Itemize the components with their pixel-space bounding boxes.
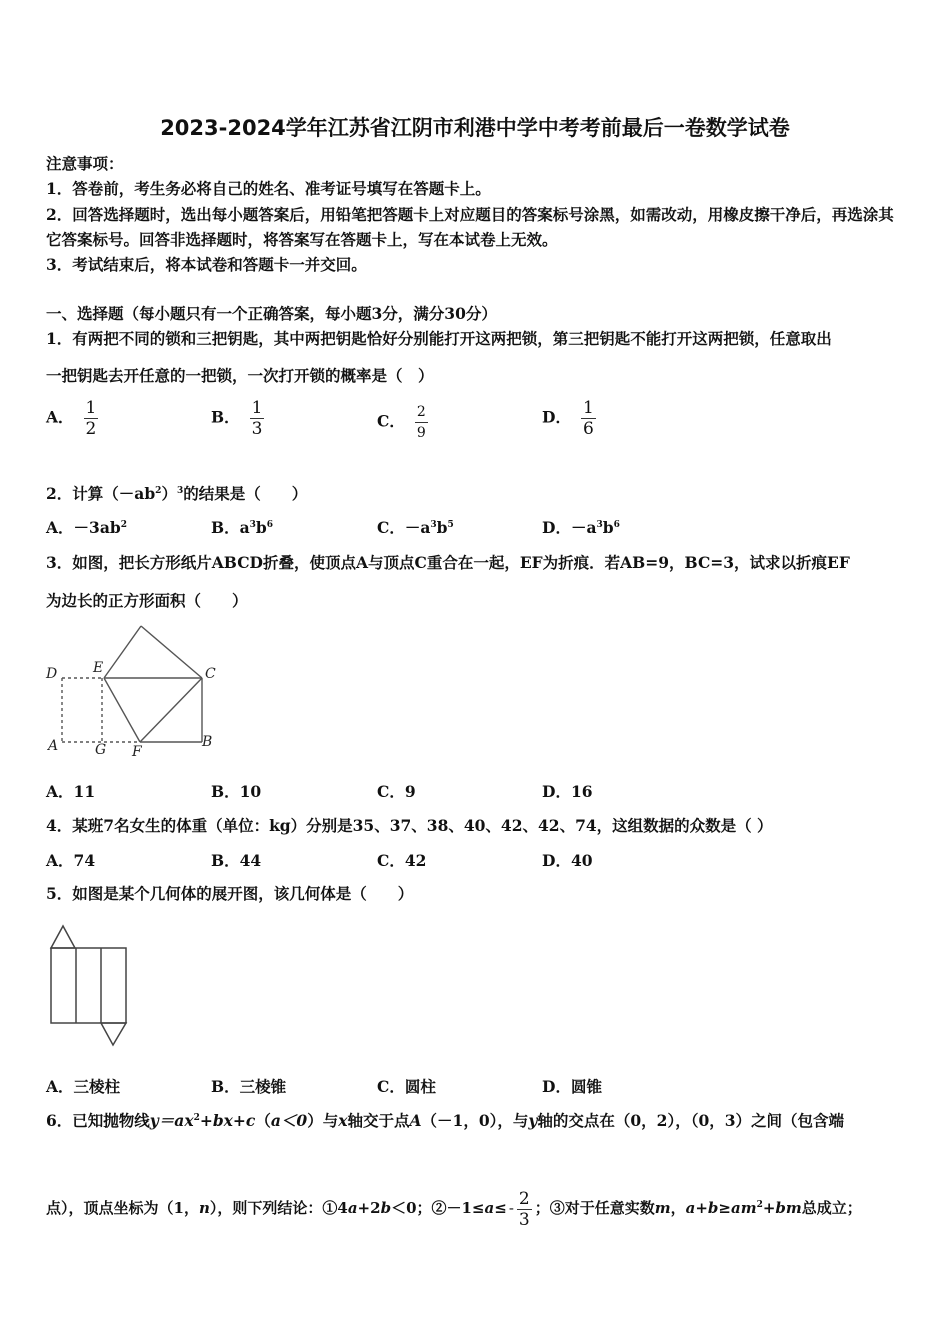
notice-item-2: 2．回答选择题时，选出每小题答案后，用铅笔把答题卡上对应题目的答案标号涂黑，如需改动，用橡皮擦干净后，再选涂其它答案标号。回答非选择题时，将答案写在答题卡上，写在本试卷上无效。 (46, 205, 894, 249)
net-rectangle (51, 948, 126, 1023)
q1-option-c[interactable] (377, 402, 428, 443)
q2-option-c[interactable]: C．$-a^3b^5$ (377, 518, 454, 537)
net-top-triangle (51, 926, 75, 948)
fraction: $\frac{2}{3}$ (518, 1188, 530, 1230)
q5-net-figure (44, 922, 134, 1048)
q5-option-a[interactable]: A．三棱柱 (46, 1077, 121, 1096)
label-d: D (46, 666, 58, 682)
q3-stem-line2: 为边长的正方形面积（ ） (46, 591, 248, 610)
q3-stem-line1: 3．如图，把长方形纸片ABCD折叠，使顶点A与顶点C重合在一起，EF为折痕．若AB=9，BC=3，试求以折痕EF (46, 553, 850, 572)
label-e: E (93, 660, 104, 676)
q3-option-d[interactable]: D．16 (542, 782, 593, 801)
label-b: B (202, 734, 213, 750)
fold-ef (104, 678, 140, 742)
option-label: D． (542, 407, 571, 427)
q1-stem-line1: 1．有两把不同的锁和三把钥匙，其中两把钥匙恰好分别能打开这两把锁，第三把钥匙不能打开这两把锁，任意取出 (46, 329, 832, 348)
q4-stem: 4．某班7名女生的体重（单位：kg）分别是35、37、38、40、42、42、74，这组数据的众数是（ ） (46, 816, 773, 835)
q1-option-d[interactable] (542, 398, 596, 439)
notice-item-3: 3．考试结束后，将本试卷和答题卡一并交回。 (46, 255, 367, 274)
notice-item-1: 1．答卷前，考生务必将自己的姓名、准考证号填写在答题卡上。 (46, 179, 491, 198)
q3-option-c[interactable]: C．9 (377, 782, 416, 801)
label-g: G (95, 742, 107, 758)
fraction: $\frac{1}{3}$ (251, 398, 263, 439)
q6-stem-line2: 点），顶点坐标为（1，n），则下列结论：①4a+2b＜0；②－1≤a≤ - $\frac{2}{3}$ ；③对于任意实数m，$a+b\ge am^2+bm$总成立； (46, 1188, 862, 1230)
fraction: $\frac{1}{2}$ (85, 398, 97, 439)
q1-option-b[interactable] (211, 398, 264, 439)
q4-option-c[interactable]: C．42 (377, 851, 427, 870)
label-f: F (132, 744, 142, 760)
section-heading: 一、选择题（每小题只有一个正确答案，每小题3分，满分30分） (46, 304, 497, 323)
q5-option-c[interactable]: C．圆柱 (377, 1077, 436, 1096)
option-label: A． (46, 407, 74, 427)
q6-stem-line1: 6．已知抛物线$y=ax^2+bx+c(a<0)$与x轴交于点A（－1，0），与y轴的交点在（0，2），（0，3）之间（包含端 (46, 1111, 845, 1130)
edge-fc (140, 678, 202, 742)
q5-option-b[interactable]: B．三棱锥 (211, 1077, 287, 1096)
page-title: 2023-2024学年江苏省江阴市利港中学中考考前最后一卷数学试卷 (160, 116, 790, 140)
q4-option-d[interactable]: D．40 (542, 851, 593, 870)
q3-option-a[interactable]: A．11 (46, 782, 96, 801)
q3-option-b[interactable]: B．10 (211, 782, 262, 801)
q2-option-b[interactable]: B．$a^3b^6$ (211, 518, 274, 537)
square-edge-1 (104, 626, 141, 678)
q2-option-d[interactable]: D．$-a^3b^6$ (542, 518, 620, 537)
q1-option-a[interactable] (46, 398, 98, 439)
label-c: C (205, 666, 216, 682)
option-label: C． (377, 411, 405, 431)
option-label: B． (211, 407, 240, 427)
q4-option-a[interactable]: A．74 (46, 851, 96, 870)
q5-option-d[interactable]: D．圆锥 (542, 1077, 602, 1096)
q1-stem-line2: 一把钥匙去开任意的一把锁，一次打开锁的概率是（ ） (46, 366, 434, 385)
fraction: $\frac{2}{9}$ (416, 404, 426, 441)
label-a: A (48, 738, 59, 754)
net-bottom-triangle (101, 1023, 126, 1045)
fraction: $\frac{1}{6}$ (582, 398, 594, 439)
notice-heading: 注意事项： (46, 154, 124, 173)
q4-option-b[interactable]: B．44 (211, 851, 262, 870)
q2-option-a[interactable]: A．$-3ab^2$ (46, 518, 127, 537)
square-edge-2 (141, 626, 202, 678)
q3-fold-figure (40, 620, 230, 765)
q5-stem: 5．如图是某个几何体的展开图，该几何体是（ ） (46, 884, 414, 903)
q2-stem: 2．计算$(-ab^2)^3$的结果是（ ） (46, 484, 308, 503)
